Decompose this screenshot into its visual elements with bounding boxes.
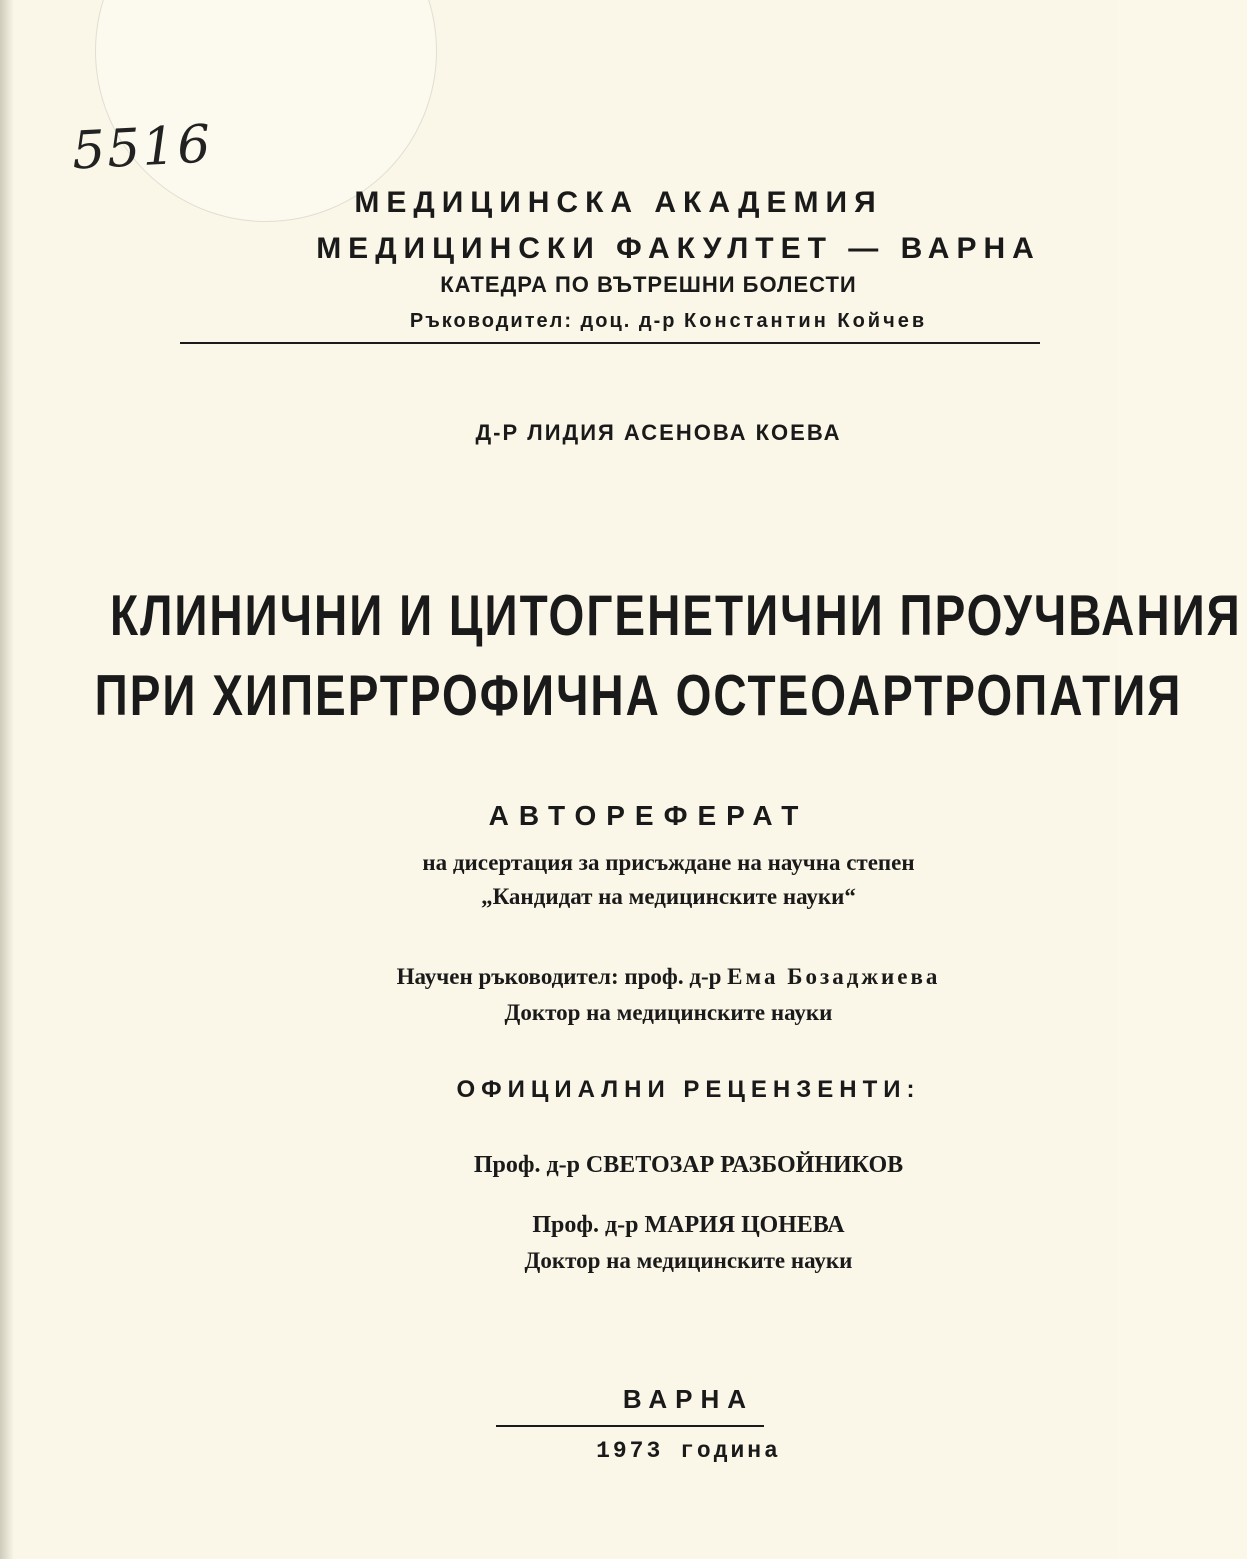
abstract-heading: АВТОРЕФЕРАТ <box>488 800 809 831</box>
reviewer-2-degree: Доктор на медицинските науки <box>524 1248 853 1273</box>
reviewer-2: Проф. д-р МАРИЯ ЦОНЕВА <box>532 1212 845 1238</box>
reviewer-1: Проф. д-р СВЕТОЗАР РАЗБОЙНИКОВ <box>473 1152 904 1178</box>
year: 1973 година <box>596 1438 781 1464</box>
supervisor-degree: Доктор на медицинските науки <box>504 1000 833 1025</box>
supervisor-label: Научен ръководител: проф. д-р <box>396 964 722 989</box>
head-label: Ръководител: доц. д-р <box>409 310 677 332</box>
city: ВАРНА <box>622 1384 755 1414</box>
header-divider <box>180 342 1040 344</box>
supervisor-name: Ема Бозаджиева <box>727 964 941 989</box>
department-head <box>0 310 1227 333</box>
supervisor <box>0 964 1227 990</box>
title-line2: ПРИ ХИПЕРТРОФИЧНА ОСТЕОАРТРОПАТИЯ <box>94 662 1183 728</box>
institution-line1: МЕДИЦИНСКА АКАДЕМИЯ <box>354 186 883 219</box>
abstract-line1: на дисертация за присъждане на научна степен <box>422 850 915 875</box>
reviewers-heading: ОФИЦИАЛНИ РЕЦЕНЗЕНТИ: <box>456 1076 921 1103</box>
head-name: Константин Койчев <box>684 310 928 332</box>
institution-line2: МЕДИЦИНСКИ ФАКУЛТЕТ — ВАРНА <box>316 232 1041 265</box>
abstract-line2: „Кандидат на медицинските науки“ <box>481 884 856 909</box>
department: КАТЕДРА ПО ВЪТРЕШНИ БОЛЕСТИ <box>440 272 857 297</box>
handwritten-number: 5516 <box>70 114 214 182</box>
author-name: Д-Р ЛИДИЯ АСЕНОВА КОЕВА <box>475 420 842 445</box>
title-line1: КЛИНИЧНИ И ЦИТОГЕНЕТИЧНИ ПРОУЧВАНИЯ <box>110 582 1242 648</box>
footer-divider <box>496 1425 764 1427</box>
